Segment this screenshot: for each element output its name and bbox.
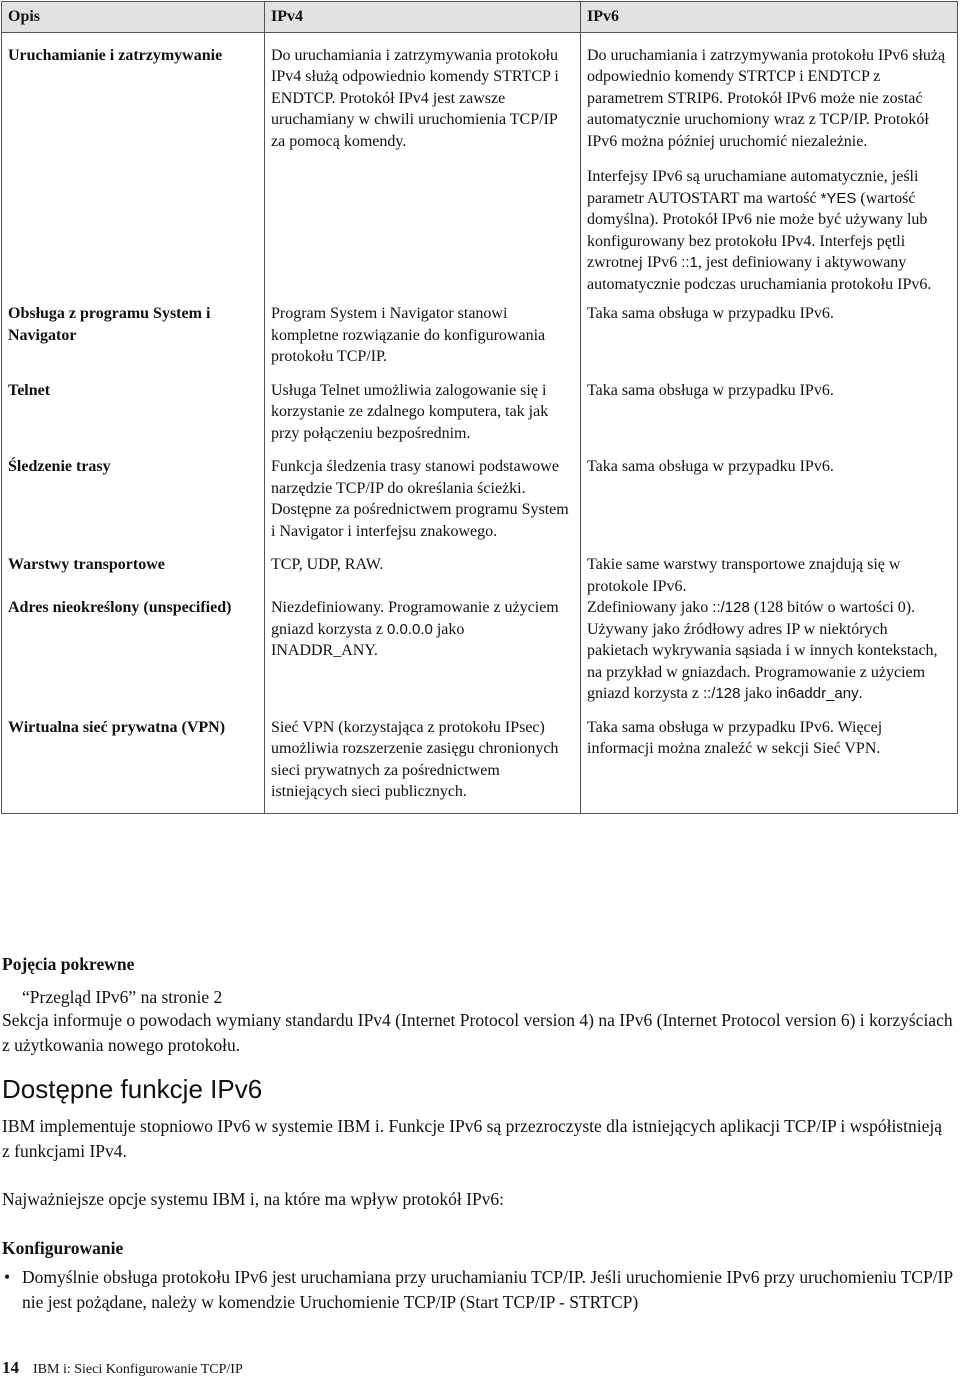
- table-row: [2, 597, 958, 717]
- ipv4-cell: Sieć VPN (korzystająca z protokołu IPsec) umożliwia rozszerzenie zasięgu chronionych sieci prywatnych za pośrednictwem istniejących sieci publicznych.: [265, 717, 581, 814]
- table-row: [2, 554, 958, 597]
- bullet-marker: •: [4, 1267, 11, 1287]
- ipv6-paragraph: Do uruchamiania i zatrzymywania protokołu IPv6 służą odpowiednio komendy STRTCP i ENDTCP z parametrem STRIP6. Protokół IPv6 może nie zostać automatycznie uruchomiony wraz z TCP/IP. Protokół IPv6 można później uruchomić niezależnie.: [587, 46, 946, 150]
- header-ipv4: IPv4: [265, 2, 581, 33]
- ipv6-cell: Taka sama obsługa w przypadku IPv6. Więcej informacji można znaleźć w sekcji Sieć VPN.: [581, 717, 958, 814]
- code-text: *YES: [820, 189, 857, 207]
- ipv6-cell: Zdefiniowany jako ::/128 (128 bitów o wartości 0). Używany jako źródłowy adres IP w niektórych pakietach wykrywania sąsiada i w innych kontekstach, na przykład w gniazdach. Programowanie z użyciem gniazd korzysta z ::/128 jako in6addr_any.: [581, 597, 958, 717]
- ipv4-cell: TCP, UDP, RAW.: [265, 554, 581, 597]
- code-text: ::/128: [712, 599, 750, 616]
- ipv4-ipv6-comparison-table: [1, 1, 958, 814]
- row-label: Uruchamianie i zatrzymywanie: [2, 32, 265, 303]
- section-title: Dostępne funkcje IPv6: [2, 1074, 263, 1104]
- section-intro: IBM implementuje stopniowo IPv6 w systemie IBM i. Funkcje IPv6 są przezroczyste dla istniejących aplikacji TCP/IP i współistnieją z funkcjami IPv4.: [2, 1116, 942, 1161]
- related-concept-link[interactable]: “Przegląd IPv6” na stronie 2: [22, 987, 223, 1007]
- row-label: Obsługa z programu System i Navigator: [2, 303, 265, 380]
- config-heading: Konfigurowanie: [2, 1238, 124, 1258]
- table-row: [2, 717, 958, 814]
- table-row: [2, 456, 958, 554]
- page-number: 14: [2, 1358, 19, 1377]
- ipv4-cell: Program System i Navigator stanowi kompletne rozwiązanie do konfigurowania protokołu TCP/IP.: [265, 303, 581, 380]
- row-label: Warstwy transportowe: [2, 554, 265, 597]
- ipv6-cell: Takie same warstwy transportowe znajdują się w protokole IPv6.: [581, 554, 958, 597]
- ipv6-cell: Taka sama obsługa w przypadku IPv6.: [581, 303, 958, 380]
- header-ipv6: IPv6: [581, 2, 958, 33]
- ipv6-paragraph: Interfejsy IPv6 są uruchamiane automatycznie, jeśli parametr AUTOSTART ma wartość *YES (wartość domyślna). Protokół IPv6 nie może być używany lub konfigurowany bez protokołu IPv4. Interfejs pętli zwrotnej IPv6 ::1, jest definiowany i aktywowany automatycznie podczas uruchamiania protokołu IPv6.: [587, 168, 932, 293]
- table-row: [2, 380, 958, 457]
- ipv6-cell: Taka sama obsługa w przypadku IPv6.: [581, 456, 958, 554]
- table-header-row: [2, 2, 958, 33]
- code-text: in6addr_any: [776, 685, 859, 702]
- config-bullet-item: Domyślnie obsługa protokołu IPv6 jest uruchamiana przy uruchamianiu TCP/IP. Jeśli uruchomienie IPv6 przy uruchomieniu TCP/IP nie jest pożądane, należy w komendzie Uruchomienie TCP/IP (Start TCP/IP - STRTCP): [22, 1267, 953, 1312]
- ipv6-cell: Taka sama obsługa w przypadku IPv6.: [581, 380, 958, 457]
- related-concepts-heading: Pojęcia pokrewne: [2, 954, 135, 974]
- ipv4-cell: Do uruchamiania i zatrzymywania protokołu IPv4 służą odpowiednio komendy STRTCP i ENDTCP. Protokół IPv4 jest zawsze uruchamiany w chwili uruchomienia TCP/IP za pomocą komendy.: [265, 32, 581, 303]
- code-text: ::1: [681, 254, 698, 271]
- table-row: [2, 32, 958, 303]
- key-options-text: Najważniejsze opcje systemu IBM i, na które ma wpływ protokół IPv6:: [2, 1189, 505, 1209]
- table-row: [2, 303, 958, 380]
- row-label: Wirtualna sieć prywatna (VPN): [2, 717, 265, 814]
- row-label: Telnet: [2, 380, 265, 457]
- row-label: Śledzenie trasy: [2, 456, 265, 554]
- page-footer: [2, 1358, 243, 1378]
- row-label: Adres nieokreślony (unspecified): [2, 597, 265, 717]
- code-text: 0.0.0.0: [386, 620, 433, 638]
- footer-text: IBM i: Sieci Konfigurowanie TCP/IP: [33, 1362, 243, 1377]
- ipv4-cell: Niezdefiniowany. Programowanie z użyciem gniazd korzysta z 0.0.0.0 jako INADDR_ANY.: [265, 597, 581, 717]
- related-concept-description: Sekcja informuje o powodach wymiany standardu IPv4 (Internet Protocol version 4) na IPv6 (Internet Protocol version 6) i korzyściach z użytkowania nowego protokołu.: [2, 1010, 953, 1055]
- header-opis: Opis: [2, 2, 265, 33]
- code-text: ::/128: [702, 685, 741, 702]
- ipv4-cell: Funkcja śledzenia trasy stanowi podstawowe narzędzie TCP/IP do określania ścieżki. Dostępne za pośrednictwem programu System i Navigator i interfejsu znakowego.: [265, 456, 581, 554]
- ipv6-cell: [581, 32, 958, 303]
- ipv4-cell: Usługa Telnet umożliwia zalogowanie się i korzystanie ze zdalnego komputera, tak jak przy połączeniu bezpośrednim.: [265, 380, 581, 457]
